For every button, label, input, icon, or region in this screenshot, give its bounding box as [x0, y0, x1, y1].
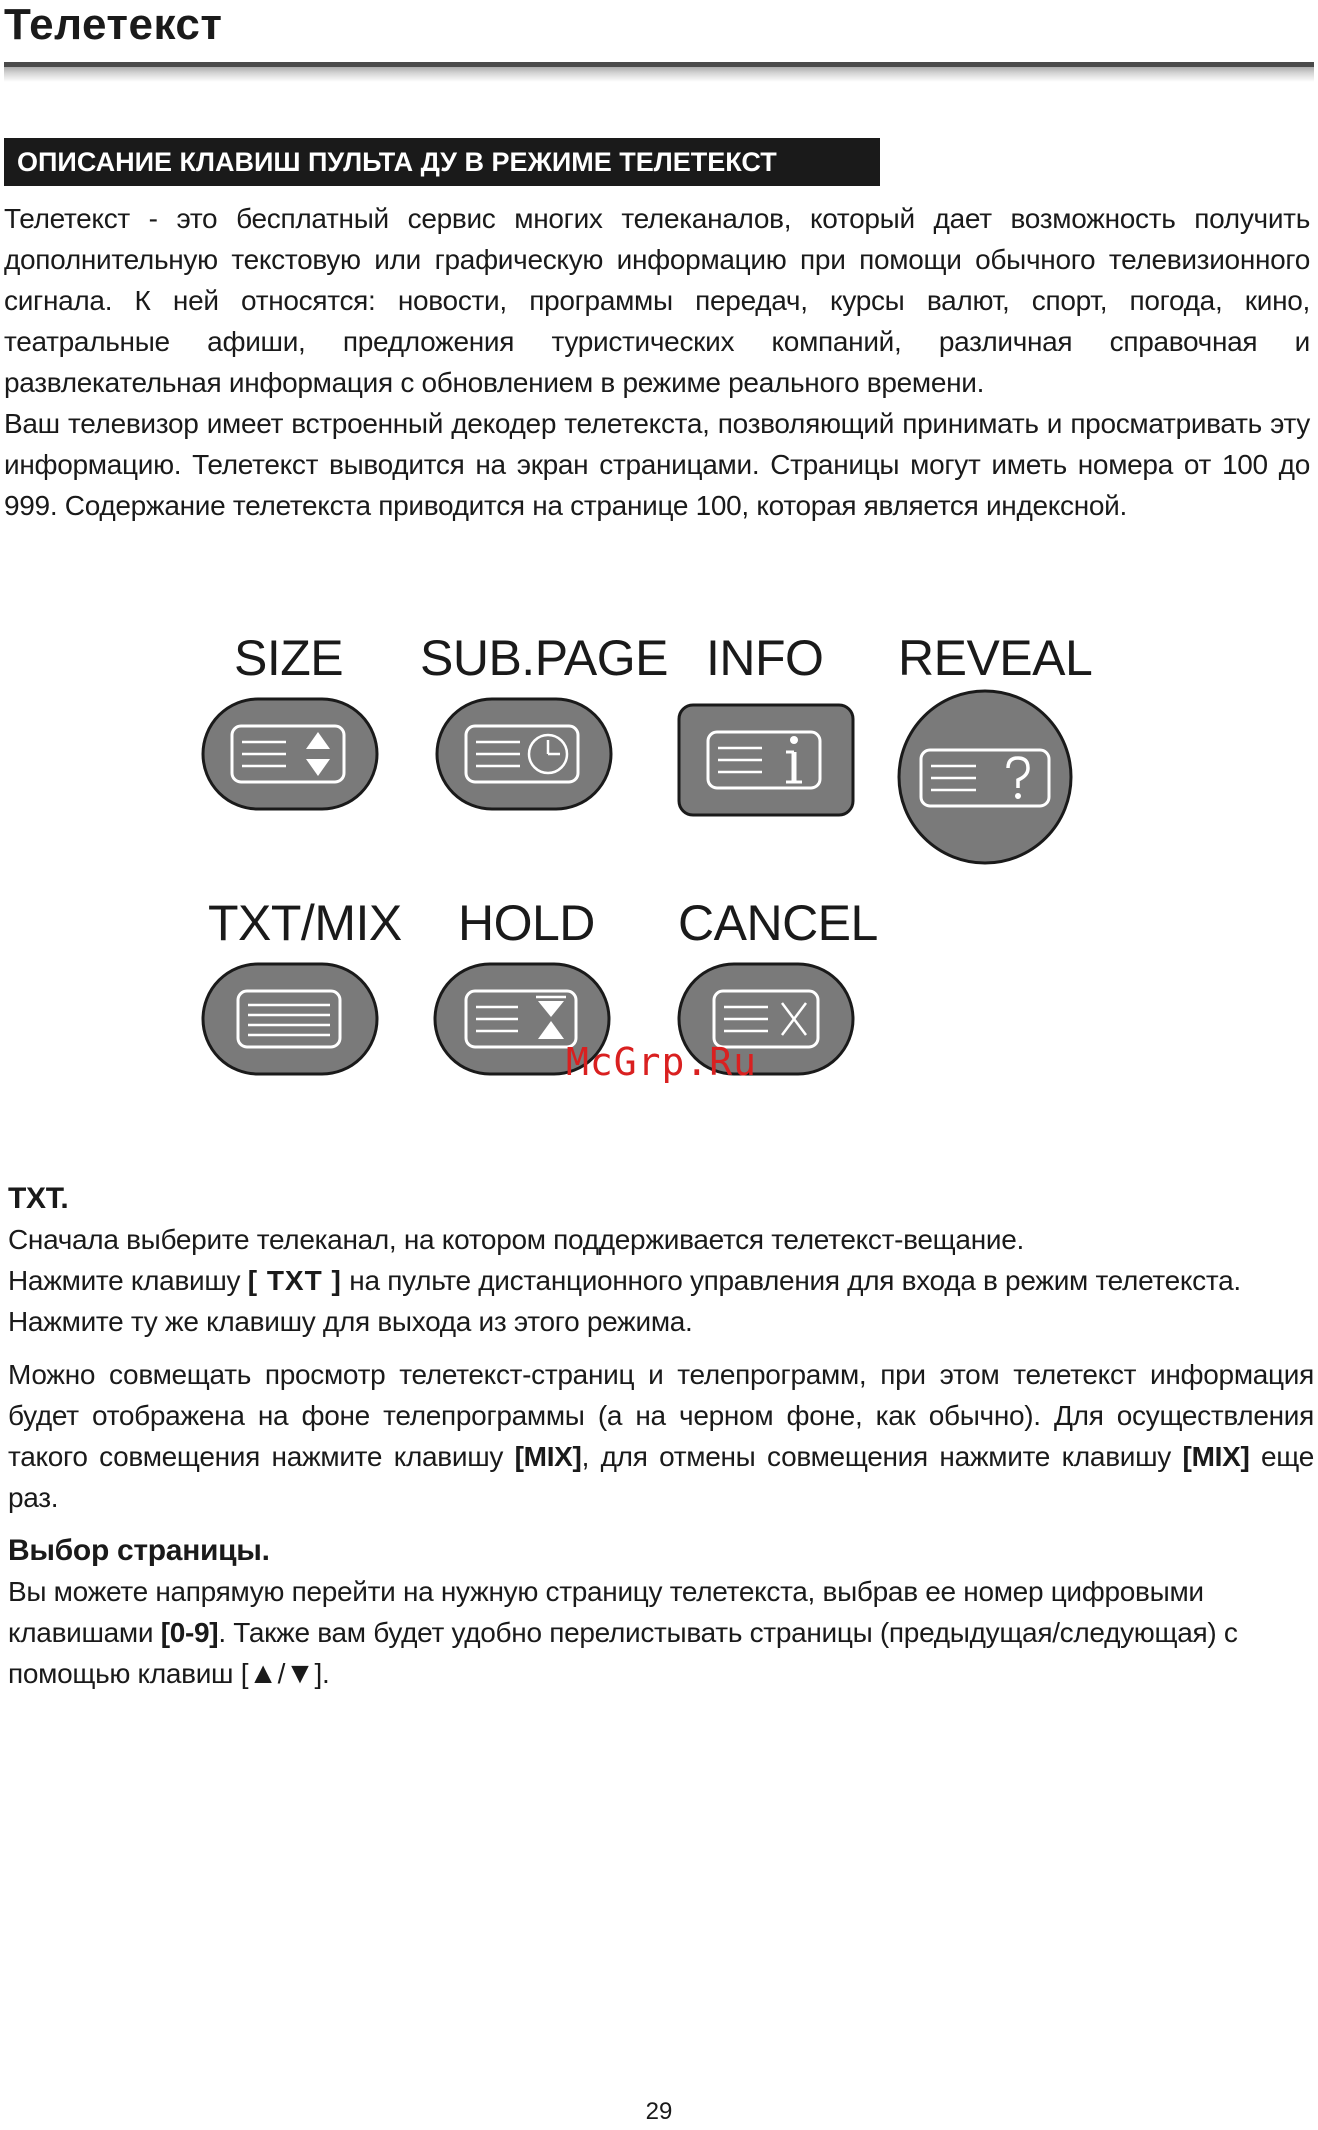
section-banner: ОПИСАНИЕ КЛАВИШ ПУЛЬТА ДУ В РЕЖИМЕ ТЕЛЕТЕКСТ [4, 138, 880, 186]
up-arrow-icon: ▲ [248, 1657, 278, 1690]
question-mark-icon [896, 688, 1074, 866]
info-i-icon [676, 702, 856, 818]
txt-line-1: Сначала выберите телеканал, на котором поддерживается телетекст-вещание. [8, 1224, 1024, 1255]
key-subpage [420, 630, 668, 810]
key-reveal [890, 630, 1093, 870]
page-title: Телетекст [4, 0, 223, 49]
digits-key-ref: [0-9] [160, 1617, 219, 1648]
txt-line-3: Нажмите ту же клавишу для выхода из этого режима. [8, 1306, 693, 1337]
mix-mid: , для отмены совмещения нажмите клавишу [581, 1441, 1183, 1472]
page-number: 29 [645, 2098, 673, 2125]
text-lines-icon [200, 961, 380, 1077]
page-select-pre: Вы можете напрямую перейти на нужную страницу телетекста, выбрав ее номер цифровыми клавишами [8, 1576, 1204, 1648]
page-select-mid: . Также вам будет удобно перелистывать страницы (предыдущая/следующая) с помощью клавиш [ [8, 1617, 1238, 1689]
key-txtmix [200, 895, 400, 1075]
key-size [200, 630, 380, 810]
txt-line-2-pre: Нажмите клавишу [8, 1265, 248, 1296]
mix-pre: Можно совмещать просмотр телетекст-страниц и телепрограмм, при этом телетекст информация будет отображена на фоне телепрограммы (а на черном фоне, как обычно). Для осуществления такого совмещения нажмите клавишу [8, 1359, 1314, 1472]
down-arrow-icon: ▼ [285, 1657, 315, 1690]
mix-key-ref-1: [MIX] [514, 1441, 582, 1472]
txt-line-2-post: на пульте дистанционного управления для входа в режим телетекста. [341, 1265, 1241, 1296]
txt-section [8, 1178, 1314, 1694]
title-divider [4, 62, 1314, 82]
intro-paragraph-2: Ваш телевизор имеет встроенный декодер телетекста, позволяющий принимать и просматривать эту информацию. Телетекст выводится на экран страницами. Страницы могут иметь номера от 100 до 999. Содержание телетекста приводится на странице 100, которая является индексной. [4, 408, 1310, 521]
page-select-post: ]. [314, 1658, 330, 1689]
page-select-paragraph [8, 1571, 1314, 1694]
key-size-label: SIZE [234, 630, 344, 686]
txt-heading: TXT. [8, 1182, 69, 1215]
txt-key-ref: [ TXT ] [247, 1265, 342, 1296]
watermark: McGrp.Ru [566, 1040, 758, 1084]
mix-post: еще раз. [8, 1441, 1315, 1513]
intro-paragraph-1: Телетекст - это бесплатный сервис многих телеканалов, который дает возможность получить дополнительную текстовую или графическую информацию при помощи обычного телевизионного сигнала. К ней относятся: новости, программы передач, курсы валют, спорт, погода, кино, театральные афиши, предложения туристических компаний, различная справочная и развлекательная информация с обновлением в режиме реального времени. [4, 203, 1310, 398]
key-cancel-label: CANCEL [678, 895, 878, 951]
key-info-label: INFO [706, 630, 824, 686]
intro-text [4, 198, 1310, 526]
slash: / [277, 1658, 286, 1689]
key-subpage-label: SUB.PAGE [420, 630, 668, 686]
key-reveal-label: REVEAL [898, 630, 1093, 686]
spacer [8, 1518, 1314, 1530]
key-hold-label: HOLD [458, 895, 595, 951]
mix-key-ref-2: [MIX] [1182, 1441, 1250, 1472]
page-select-heading: Выбор страницы. [8, 1534, 270, 1567]
key-info [676, 630, 856, 820]
clock-icon [434, 696, 614, 812]
key-txtmix-label: TXT/MIX [208, 895, 402, 951]
spacer [8, 1342, 1314, 1354]
txt-line-2 [8, 1260, 1314, 1301]
size-updown-icon [200, 696, 380, 812]
mix-paragraph [8, 1354, 1314, 1518]
